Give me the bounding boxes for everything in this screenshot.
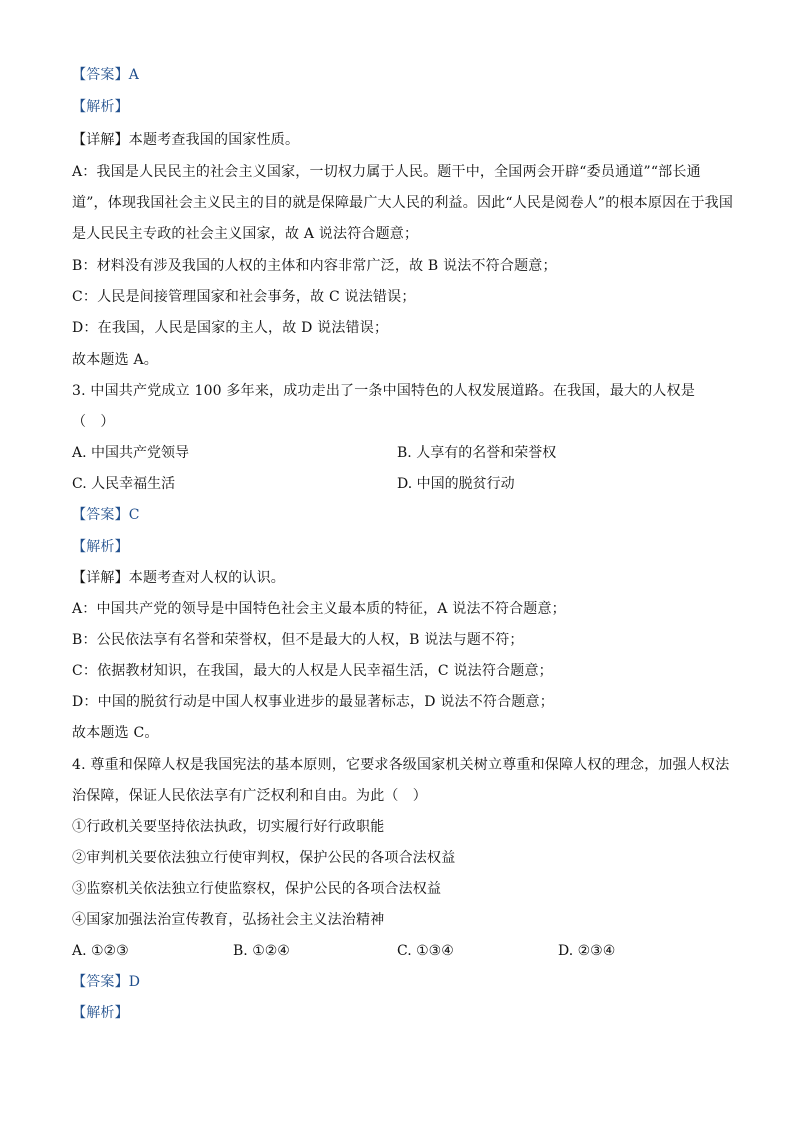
q4-item-2: ②审判机关要依法独立行使审判权，保护公民的各项合法权益	[72, 850, 456, 866]
q2-explain-c: C：人民是间接管理国家和社会事务，故 C 说法错误；	[72, 289, 416, 305]
q3-explain-a: A：中国共产党的领导是中国特色社会主义最本质的特征，A 说法不符合题意；	[72, 601, 566, 617]
q3-explain-c: C：依据教材知识，在我国，最大的人权是人民幸福生活，C 说法符合题意；	[72, 663, 553, 679]
q4-option-a: A. ①②③	[72, 943, 129, 959]
q2-explain-a-line2: 道”，体现我国社会主义民主的目的就是保障最广大人民的利益。因此“人民是阅卷人”的根本原因在于我国	[72, 195, 734, 211]
q3-explain-b: B：公民依法享有名誉和荣誉权，但不是最大的人权，B 说法与题不符；	[72, 632, 524, 648]
q2-explain-d: D：在我国，人民是国家的主人，故 D 说法错误；	[72, 320, 389, 336]
q4-option-c: C. ①③④	[397, 943, 454, 959]
q2-conclusion: 故本题选 A。	[72, 352, 158, 368]
q4-option-d: D. ②③④	[558, 943, 616, 959]
q2-analysis-label: 【解析】	[72, 99, 129, 115]
q4-item-3: ③监察机关依法独立行使监察权，保护公民的各项合法权益	[72, 881, 442, 897]
q3-option-d: D. 中国的脱贫行动	[397, 476, 515, 492]
q4-stem-line2: 治保障，保证人民依法享有广泛权利和自由。为此（ ）	[72, 788, 427, 804]
q4-option-b: B. ①②④	[233, 943, 290, 959]
q4-item-1: ①行政机关要坚持依法执政，切实履行好行政职能	[72, 819, 385, 835]
q3-option-c: C. 人民幸福生活	[72, 476, 176, 492]
q3-conclusion: 故本题选 C。	[72, 725, 159, 741]
q3-detail: 【详解】本题考查对人权的认识。	[72, 570, 285, 586]
q2-answer-label: 【答案】A	[72, 67, 140, 83]
q2-explain-a-line3: 是人民民主专政的社会主义国家，故 A 说法符合题意；	[72, 226, 419, 242]
q3-option-a: A. 中国共产党领导	[72, 445, 190, 461]
q2-explain-b: B：材料没有涉及我国的人权的主体和内容非常广泛，故 B 说法不符合题意；	[72, 258, 557, 274]
q3-option-b: B. 人享有的名誉和荣誉权	[397, 445, 557, 461]
q2-detail: 【详解】本题考查我国的国家性质。	[72, 132, 300, 148]
q4-analysis-label: 【解析】	[72, 1005, 129, 1021]
q4-stem-line1: 4. 尊重和保障人权是我国宪法的基本原则，它要求各级国家机关树立尊重和保障人权的理念，加强人权法	[72, 757, 730, 773]
q3-stem-line1: 3. 中国共产党成立 100 多年来，成功走出了一条中国特色的人权发展道路。在我国，最大的人权是	[72, 383, 696, 399]
q3-stem-line2: （ ）	[72, 414, 115, 430]
q3-answer-label: 【答案】C	[72, 507, 140, 523]
q2-explain-a-line1: A：我国是人民民主的社会主义国家，一切权力属于人民。题干中，全国两会开辟“委员通道”“部长通	[72, 164, 701, 180]
q3-explain-d: D：中国的脱贫行动是中国人权事业进步的最显著标志，D 说法不符合题意；	[72, 694, 554, 710]
q4-answer-label: 【答案】D	[72, 974, 141, 990]
q3-analysis-label: 【解析】	[72, 539, 129, 555]
q4-item-4: ④国家加强法治宣传教育，弘扬社会主义法治精神	[72, 912, 385, 928]
